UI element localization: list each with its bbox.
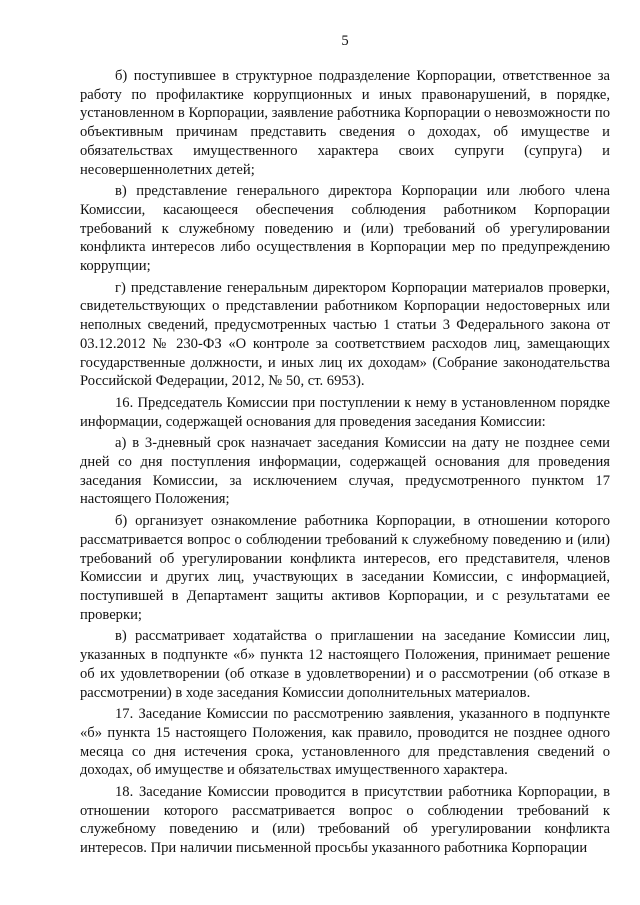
paragraph-16: 16. Председатель Комиссии при поступлении к нему в установленном порядке информации, содержащей основания для проведения заседания Комиссии:: [80, 394, 610, 430]
paragraph-15g: г) представление генеральным директором Корпорации материалов проверки, свидетельствующих о представлении работником Корпорации недостоверных или неполных сведений, предусмотренных частью 1 статьи 3 Федерального закона от 03.12.2012 № 230-ФЗ «О контроле за соответствием расходов лиц, замещающих государственные должности, и иных лиц их доходам» (Собрание законодательства Российской Федерации, 2012, № 50, ст. 6953).: [80, 279, 610, 390]
paragraph-16a: а) в 3-дневный срок назначает заседания Комиссии на дату не позднее семи дней со дня поступления информации, содержащей основания для проведения заседания Комиссии, за исключением случая, предусмотренного пунктом 17 настоящего Положения;: [80, 435, 610, 508]
paragraph-16v: в) рассматривает ходатайства о приглашении на заседание Комиссии лиц, указанных в подпункте «б» пункта 12 настоящего Положения, принимает решение об их удовлетворении (об отказе в удовлетворении) и о рассмотрении (об отказе в рассмотрении) в ходе заседания Комиссии дополнительных материалов.: [80, 628, 610, 701]
paragraph-16b: б) организует ознакомление работника Корпорации, в отношении которого рассматривается вопрос о соблюдении требований к служебному поведению и (или) требований об урегулировании конфликта интересов, его представителя, членов Комиссии и других лиц, участвующих в заседании Комиссии, с информацией, поступившей в Департамент защиты активов Корпорации, и с результатами ее проверки;: [80, 513, 610, 623]
paragraph-15v: в) представление генерального директора Корпорации или любого члена Комиссии, касающееся обеспечения соблюдения работником Корпорации требований к служебному поведению и (или) требований об урегулировании конфликта интересов либо осуществления в Корпорации мер по предупреждению коррупции;: [80, 183, 610, 275]
document-body: [80, 67, 610, 858]
paragraph-17: 17. Заседание Комиссии по рассмотрению заявления, указанного в подпункте «б» пункта 15 настоящего Положения, как правило, проводится не позднее одного месяца со дня истечения срока, установленного для представления сведений о доходах, об имуществе и обязательствах имущественного характера.: [80, 706, 610, 779]
document-page: [80, 0, 610, 905]
page-number: 5: [341, 33, 349, 49]
paragraph-18: 18. Заседание Комиссии проводится в присутствии работника Корпорации, в отношении которого рассматривается вопрос о соблюдении требований к служебному поведению и (или) требований об урегулировании конфликта интересов. При наличии письменной просьбы указанного работника Корпорации: [80, 784, 610, 857]
paragraph-15b: б) поступившее в структурное подразделение Корпорации, ответственное за работу по профилактике коррупционных и иных правонарушений, в порядке, установленном в Корпорации, заявление работника Корпорации о невозможности по объективным причинам представить сведения о доходах, об имуществе и обязательствах имущественного характера своих супруги (супруга) и несовершеннолетних детей;: [80, 68, 610, 178]
